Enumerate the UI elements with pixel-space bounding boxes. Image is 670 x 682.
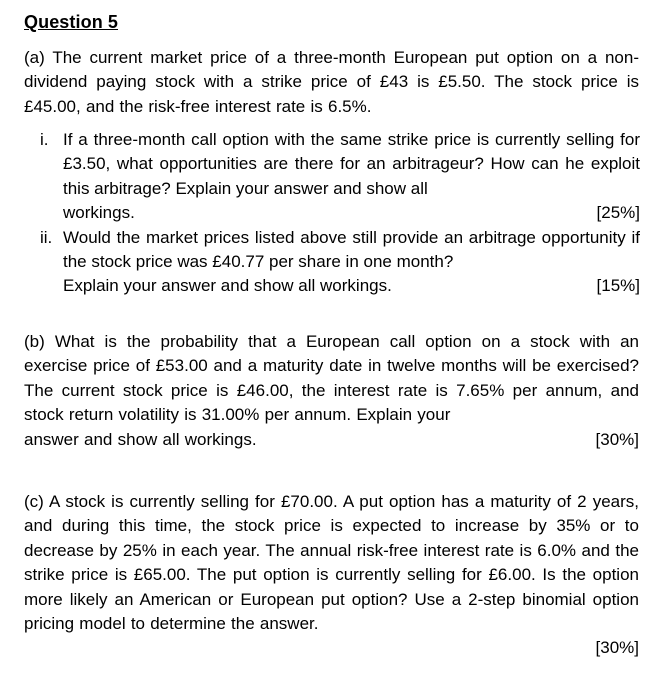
part-a-subitems: [40, 128, 640, 299]
subitem-i-last-line: [63, 201, 640, 225]
part-b-mark: [30%]: [595, 429, 639, 449]
question-title: Question 5: [24, 12, 119, 32]
part-c: [24, 490, 639, 661]
subitem-i: [40, 128, 640, 226]
subitem-ii-text: Would the market prices listed above still provide an arbitrage opportunity if the stock price was £40.77 per share in one month?: [63, 227, 640, 272]
subitem-ii-number: ii.: [40, 227, 53, 247]
part-b-last-line: [24, 428, 639, 452]
part-c-mark: [30%]: [595, 638, 639, 658]
subitem-i-text: If a three-month call option with the same strike price is currently selling for £3.50, what opportunities are there for an arbitrageur? How can he exploit this arbitrage? Explain your answer and show all: [63, 130, 640, 198]
part-b: [24, 330, 639, 452]
subitem-i-body: [63, 128, 640, 226]
subitem-ii-body: [63, 226, 640, 299]
subitem-ii: [40, 226, 640, 299]
subitem-ii-last-line: [63, 274, 640, 298]
subitem-i-mark: [25%]: [596, 203, 640, 223]
subitem-ii-last: Explain your answer and show all workings.: [63, 276, 392, 296]
subitem-i-last: workings.: [63, 203, 135, 223]
subitem-i-number: i.: [40, 130, 49, 149]
part-c-text: (c) A stock is currently selling for £70.00. A put option has a maturity of 2 years, and during this time, the stock price is expected to increase by 35% or to decrease by 25% in each year. The annual risk-free interest rate is 6.0% and the strike price is £65.00. The put option is currently selling for £6.00. Is the option more likely an American or European put option? Use a 2-step binomial option pricing model to determine the answer.: [24, 492, 639, 634]
part-b-text: (b) What is the probability that a European call option on a stock with an exercise price of £53.00 and a maturity date in twelve months will be exercised? The current stock price is £46.00, the interest rate is 7.65% per annum, and stock return volatility is 31.00% per annum. Explain your: [24, 332, 639, 425]
part-b-last: answer and show all workings.: [24, 429, 257, 449]
subitem-ii-mark: [15%]: [596, 276, 640, 296]
part-a-text: (a) The current market price of a three-month European put option on a non-dividend paying stock with a strike price of £43 is £5.50. The stock price is £45.00, and the risk-free interest rate is 6.5%.: [24, 48, 639, 116]
part-a-intro: [24, 46, 639, 119]
